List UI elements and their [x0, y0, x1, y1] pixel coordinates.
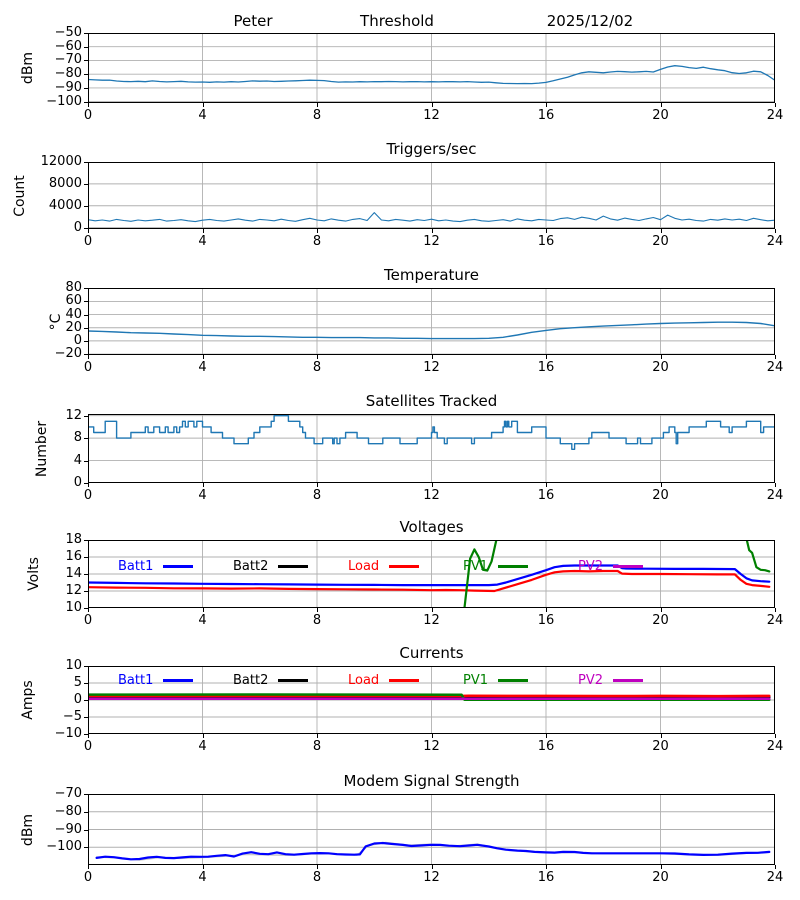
- x-tick-label: 0: [83, 234, 93, 249]
- y-tick-label: −10: [54, 726, 82, 741]
- tick-mark: [84, 47, 88, 48]
- tick-mark: [203, 355, 204, 359]
- y-tick-label: −100: [46, 93, 82, 109]
- tick-mark: [88, 229, 89, 233]
- plot-area: [88, 288, 775, 355]
- tick-mark: [88, 355, 89, 359]
- legend-label: PV1: [463, 673, 489, 688]
- tick-mark: [775, 608, 776, 612]
- legend-entry-pv2: [578, 673, 643, 688]
- x-tick-label: 8: [312, 360, 322, 375]
- x-tick-label: 20: [652, 613, 669, 628]
- y-tick-label: 80: [65, 280, 82, 296]
- chart-canvas: [88, 414, 775, 483]
- y-tick-label: 0: [73, 692, 82, 707]
- y-tick-label: −90: [54, 821, 82, 837]
- panel-modem: [0, 772, 800, 885]
- panel-threshold: [0, 25, 800, 123]
- tick-mark: [84, 228, 88, 229]
- tick-mark: [661, 865, 662, 869]
- y-tick-label: 40: [65, 306, 82, 322]
- tick-mark: [546, 355, 547, 359]
- x-tick-label: 12: [423, 234, 440, 249]
- tick-mark: [84, 60, 88, 61]
- tick-mark: [84, 206, 88, 207]
- tick-mark: [84, 88, 88, 89]
- tick-mark: [84, 794, 88, 795]
- tick-mark: [432, 229, 433, 233]
- legend-line-sample: [278, 679, 308, 682]
- tick-mark: [84, 608, 88, 609]
- x-tick-label: 8: [312, 234, 322, 249]
- tick-mark: [546, 103, 547, 107]
- chart-canvas: [88, 794, 775, 865]
- tick-mark: [84, 162, 88, 163]
- tick-mark: [84, 717, 88, 718]
- legend-label: PV2: [578, 559, 604, 574]
- x-tick-label: 12: [423, 739, 440, 754]
- y-tick-label: 12: [65, 583, 82, 598]
- y-tick-label: 12: [65, 407, 82, 423]
- y-tick-label: 0: [73, 219, 82, 235]
- panel-currents: [0, 644, 800, 754]
- tick-mark: [84, 683, 88, 684]
- legend-entry-batt2: [233, 673, 308, 688]
- y-tick-label: 8000: [48, 175, 82, 191]
- tick-mark: [84, 847, 88, 848]
- tick-mark: [775, 103, 776, 107]
- tick-mark: [84, 574, 88, 575]
- tick-mark: [203, 608, 204, 612]
- legend-line-sample: [498, 679, 528, 682]
- x-tick-label: 0: [83, 870, 93, 885]
- panel-title: Currents: [399, 644, 464, 662]
- legend-entry-load: [348, 559, 419, 574]
- tick-mark: [84, 591, 88, 592]
- legend-line-sample: [613, 679, 643, 682]
- panel-title: Voltages: [399, 518, 464, 536]
- y-tick-label: 16: [65, 549, 82, 564]
- legend-label: Batt2: [233, 559, 269, 574]
- tick-mark: [317, 608, 318, 612]
- x-tick-label: 8: [312, 613, 322, 628]
- tick-mark: [203, 865, 204, 869]
- tick-mark: [84, 483, 88, 484]
- y-axis-label: dBm: [20, 813, 36, 846]
- tick-mark: [432, 608, 433, 612]
- x-tick-label: 16: [537, 108, 555, 123]
- x-tick-label: 8: [312, 739, 322, 754]
- x-tick-label: 20: [652, 360, 669, 375]
- panel-title: Satellites Tracked: [365, 392, 498, 410]
- plot-area: [88, 540, 775, 608]
- x-tick-label: 24: [766, 108, 784, 123]
- y-tick-label: 4000: [48, 197, 82, 213]
- tick-mark: [84, 102, 88, 103]
- legend-entry-pv2: [578, 559, 643, 574]
- y-tick-label: −90: [54, 79, 82, 95]
- y-tick-label: 14: [65, 566, 82, 581]
- y-tick-label: 18: [65, 532, 82, 547]
- y-axis-label: Amps: [20, 680, 36, 720]
- tick-mark: [88, 865, 89, 869]
- tick-mark: [84, 341, 88, 342]
- x-tick-label: 20: [652, 739, 669, 754]
- tick-mark: [775, 483, 776, 487]
- x-tick-label: 8: [312, 488, 322, 503]
- legend-label: PV1: [463, 559, 489, 574]
- tick-mark: [432, 734, 433, 738]
- header-date: 2025/12/02: [546, 12, 634, 30]
- x-tick-label: 8: [312, 108, 322, 123]
- tick-mark: [84, 315, 88, 316]
- y-axis-label: °C: [48, 313, 64, 330]
- header-station: Peter: [233, 12, 273, 30]
- tick-mark: [317, 355, 318, 359]
- chart-canvas: [88, 540, 775, 608]
- panel-temperature: [0, 266, 800, 375]
- x-tick-label: 16: [537, 613, 555, 628]
- tick-mark: [84, 74, 88, 75]
- x-tick-label: 20: [652, 108, 669, 123]
- tick-mark: [203, 103, 204, 107]
- panel-satellites: [0, 392, 800, 503]
- tick-mark: [84, 700, 88, 701]
- x-tick-label: 16: [537, 234, 555, 249]
- legend-line-sample: [163, 565, 193, 568]
- plot-area: [88, 162, 775, 229]
- x-tick-label: 0: [83, 613, 93, 628]
- tick-mark: [84, 734, 88, 735]
- x-tick-label: 4: [198, 488, 207, 503]
- tick-mark: [317, 865, 318, 869]
- x-tick-label: 4: [198, 108, 207, 123]
- x-tick-label: 24: [766, 360, 784, 375]
- tick-mark: [88, 483, 89, 487]
- legend-entry-pv1: [463, 673, 528, 688]
- legend-entry-batt1: [118, 673, 193, 688]
- legend-label: Batt2: [233, 673, 269, 688]
- tick-mark: [84, 666, 88, 667]
- x-tick-label: 24: [766, 613, 784, 628]
- x-tick-label: 16: [537, 739, 555, 754]
- tick-mark: [317, 229, 318, 233]
- x-tick-label: 12: [423, 360, 440, 375]
- tick-mark: [661, 608, 662, 612]
- y-tick-label: 10: [65, 600, 82, 615]
- tick-mark: [84, 354, 88, 355]
- tick-mark: [775, 229, 776, 233]
- x-tick-label: 20: [652, 488, 669, 503]
- tick-mark: [84, 557, 88, 558]
- x-tick-label: 0: [83, 360, 93, 375]
- chart-canvas: [88, 162, 775, 229]
- tick-mark: [317, 483, 318, 487]
- x-tick-label: 12: [423, 488, 440, 503]
- tick-mark: [661, 103, 662, 107]
- tick-mark: [203, 229, 204, 233]
- x-tick-label: 16: [537, 488, 555, 503]
- x-tick-label: 24: [766, 739, 784, 754]
- y-tick-label: −80: [54, 66, 82, 82]
- legend-entry-load: [348, 673, 419, 688]
- tick-mark: [546, 483, 547, 487]
- tick-mark: [84, 184, 88, 185]
- tick-mark: [84, 540, 88, 541]
- x-tick-label: 4: [198, 234, 207, 249]
- y-tick-label: −100: [46, 839, 82, 855]
- x-tick-label: 12: [423, 108, 440, 123]
- x-tick-label: 4: [198, 613, 207, 628]
- panel-triggers: [0, 140, 800, 249]
- tick-mark: [84, 301, 88, 302]
- x-tick-label: 8: [312, 870, 322, 885]
- legend-line-sample: [389, 679, 419, 682]
- panel-title: Modem Signal Strength: [343, 772, 520, 790]
- y-tick-label: 5: [73, 675, 82, 690]
- x-tick-label: 24: [766, 870, 784, 885]
- y-axis-label: dBm: [20, 51, 36, 85]
- y-tick-label: −50: [54, 25, 82, 40]
- tick-mark: [84, 416, 88, 417]
- y-axis-label: Count: [12, 174, 28, 217]
- x-tick-label: 20: [652, 234, 669, 249]
- tick-mark: [317, 734, 318, 738]
- tick-mark: [88, 734, 89, 738]
- x-tick-label: 0: [83, 488, 93, 503]
- tick-mark: [432, 355, 433, 359]
- tick-mark: [661, 229, 662, 233]
- tick-mark: [84, 461, 88, 462]
- legend-line-sample: [498, 565, 528, 568]
- tick-mark: [546, 229, 547, 233]
- panel-title: Temperature: [383, 266, 480, 284]
- legend-entry-pv1: [463, 559, 528, 574]
- plot-area: [88, 414, 775, 483]
- tick-mark: [661, 734, 662, 738]
- tick-mark: [775, 355, 776, 359]
- y-tick-label: 10: [65, 658, 82, 673]
- legend-line-sample: [613, 565, 643, 568]
- tick-mark: [84, 830, 88, 831]
- legend-line-sample: [389, 565, 419, 568]
- tick-mark: [661, 355, 662, 359]
- chart-canvas: [88, 33, 775, 103]
- y-tick-label: −5: [62, 709, 82, 724]
- series-signal-line: [97, 843, 770, 859]
- y-axis-label: Number: [34, 420, 50, 477]
- tick-mark: [88, 608, 89, 612]
- x-tick-label: 16: [537, 870, 555, 885]
- legend-entry-batt2: [233, 559, 308, 574]
- y-tick-label: 4: [73, 452, 82, 468]
- y-tick-label: 8: [73, 430, 82, 446]
- x-tick-label: 20: [652, 870, 669, 885]
- legend-label: Batt1: [118, 559, 154, 574]
- tick-mark: [84, 328, 88, 329]
- panel-title: Triggers/sec: [386, 140, 477, 158]
- y-tick-label: −70: [54, 52, 82, 68]
- x-tick-label: 4: [198, 739, 207, 754]
- x-tick-label: 24: [766, 234, 784, 249]
- tick-mark: [84, 438, 88, 439]
- tick-mark: [432, 483, 433, 487]
- plot-area: [88, 794, 775, 865]
- tick-mark: [84, 812, 88, 813]
- header-metric: Threshold: [360, 12, 434, 30]
- x-tick-label: 4: [198, 870, 207, 885]
- tick-mark: [546, 865, 547, 869]
- legend-entry-batt1: [118, 559, 193, 574]
- legend-label: PV2: [578, 673, 604, 688]
- tick-mark: [203, 483, 204, 487]
- tick-mark: [84, 33, 88, 34]
- legend-label: Load: [348, 559, 380, 574]
- y-tick-label: 60: [65, 293, 82, 309]
- y-axis-label: Volts: [26, 557, 42, 591]
- x-tick-label: 0: [83, 108, 93, 123]
- y-tick-label: 20: [65, 319, 82, 335]
- legend-line-sample: [278, 565, 308, 568]
- tick-mark: [661, 483, 662, 487]
- tick-mark: [84, 288, 88, 289]
- tick-mark: [546, 734, 547, 738]
- legend-line-sample: [163, 679, 193, 682]
- y-tick-label: −80: [54, 803, 82, 819]
- tick-mark: [546, 608, 547, 612]
- y-tick-label: 0: [73, 332, 82, 348]
- tick-mark: [775, 865, 776, 869]
- tick-mark: [432, 103, 433, 107]
- tick-mark: [88, 103, 89, 107]
- chart-canvas: [88, 288, 775, 355]
- tick-mark: [775, 734, 776, 738]
- x-tick-label: 0: [83, 739, 93, 754]
- panel-voltages: [0, 518, 800, 628]
- y-tick-label: 0: [73, 475, 82, 490]
- tick-mark: [203, 734, 204, 738]
- legend-label: Batt1: [118, 673, 154, 688]
- legend-label: Load: [348, 673, 380, 688]
- y-tick-label: −70: [54, 786, 82, 801]
- x-tick-label: 12: [423, 613, 440, 628]
- x-tick-label: 16: [537, 360, 555, 375]
- y-tick-label: 12000: [40, 154, 82, 169]
- y-tick-label: −60: [54, 38, 82, 54]
- x-tick-label: 4: [198, 360, 207, 375]
- tick-mark: [317, 103, 318, 107]
- x-tick-label: 24: [766, 488, 784, 503]
- y-tick-label: −20: [54, 346, 82, 361]
- x-tick-label: 12: [423, 870, 440, 885]
- tick-mark: [432, 865, 433, 869]
- plot-area: [88, 33, 775, 103]
